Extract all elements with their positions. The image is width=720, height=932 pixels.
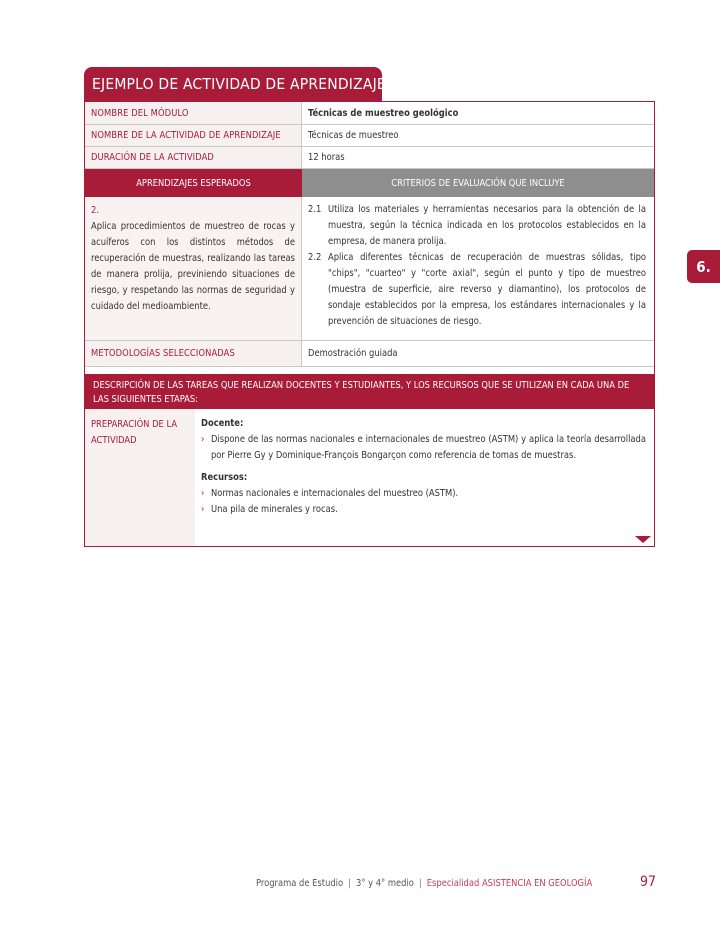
criterion-text: Utiliza los materiales y herramientas necesarios para la obtención de la muestra, según la técnica indicada en los protocolos establecidos en la empresa, de manera prolija. [328,204,646,247]
footer-specialty: Especialidad ASISTENCIA EN GEOLOGÍA [426,878,593,889]
continue-arrow-icon [635,536,651,543]
duration-value: 12 horas [308,152,345,163]
teacher-heading: Docente: [201,418,244,429]
criterion-number: 2.2 [308,252,322,263]
resource-item: › Una pila de minerales y rocas. [201,502,646,518]
resource-item: › Normas nacionales e internacionales del muestreo (ASTM). [201,486,646,502]
activity-table [84,101,655,547]
activity-value: Técnicas de muestreo [308,130,399,141]
footer: Programa de Estudio | 3° y 4° medio | Especialidad ASISTENCIA EN GEOLOGÍA [256,878,593,889]
info-row-module [85,102,654,125]
learning-cell [85,197,302,340]
info-row-activity [85,125,654,147]
footer-program: Programa de Estudio [256,878,344,889]
criterion-item [308,202,646,250]
learning-criteria-row [85,197,654,341]
module-value: Técnicas de muestreo geológico [308,107,459,119]
bullet-icon: › [201,488,205,499]
chapter-tab: 6. [687,250,720,283]
methodology-label: METODOLOGÍAS SELECCIONADAS [85,341,302,366]
activity-title: EJEMPLO DE ACTIVIDAD DE APRENDIZAJE [84,67,382,102]
learning-header: APRENDIZAJES ESPERADOS [85,169,302,197]
methodology-row [85,341,654,367]
bullet-icon: › [201,434,205,445]
resources-heading: Recursos: [201,472,248,483]
description-header: DESCRIPCIÓN DE LAS TAREAS QUE REALIZAN DOCENTES Y ESTUDIANTES, Y LOS RECURSOS QUE SE UTILIZAN EN CADA UNA DE LAS SIGUIENTES ETAPAS: [85,374,654,409]
duration-label: DURACIÓN DE LA ACTIVIDAD [85,147,302,168]
criteria-cell [302,197,654,345]
methodology-value: Demostración guiada [308,348,398,359]
criterion-item [308,250,646,330]
learning-number: 2. [91,205,99,216]
criteria-header: CRITERIOS DE EVALUACIÓN QUE INCLUYE [302,169,654,197]
criterion-text: Aplica diferentes técnicas de recuperación de muestras sólidas, tipo "chips", "cuarteo" y "corte axial", según el punto y tipo de muestreo (muestra de superficie, aire reverso y diamantino), los protocolos de sondaje establecidos por la empresa, los estándares internacionales y la prevención de situaciones de riesgo. [328,252,646,327]
criterion-number: 2.1 [308,204,322,215]
info-row-duration [85,147,654,169]
preparation-label: PREPARACIÓN DE LA ACTIVIDAD [85,409,195,546]
module-label: NOMBRE DEL MÓDULO [85,102,302,124]
teacher-item: › Dispone de las normas nacionales e internacionales de muestreo (ASTM) y aplica la teoría desarrollada por Pierre Gy y Dominique-François Bongarçon como referencia de tomas de muestras. [201,432,646,464]
page-number: 97 [640,874,657,890]
learning-text: Aplica procedimientos de muestreo de rocas y acuíferos con los distintos métodos de recuperación de muestras, realizando las tareas de manera prolija, previniendo situaciones de riesgo, y respetando las normas de seguridad y cuidado del medioambiente. [91,221,295,312]
preparation-content [195,409,654,518]
activity-label: NOMBRE DE LA ACTIVIDAD DE APRENDIZAJE [85,125,302,146]
column-headers [85,169,654,197]
bullet-icon: › [201,504,205,515]
footer-level: 3° y 4° medio [355,878,414,889]
